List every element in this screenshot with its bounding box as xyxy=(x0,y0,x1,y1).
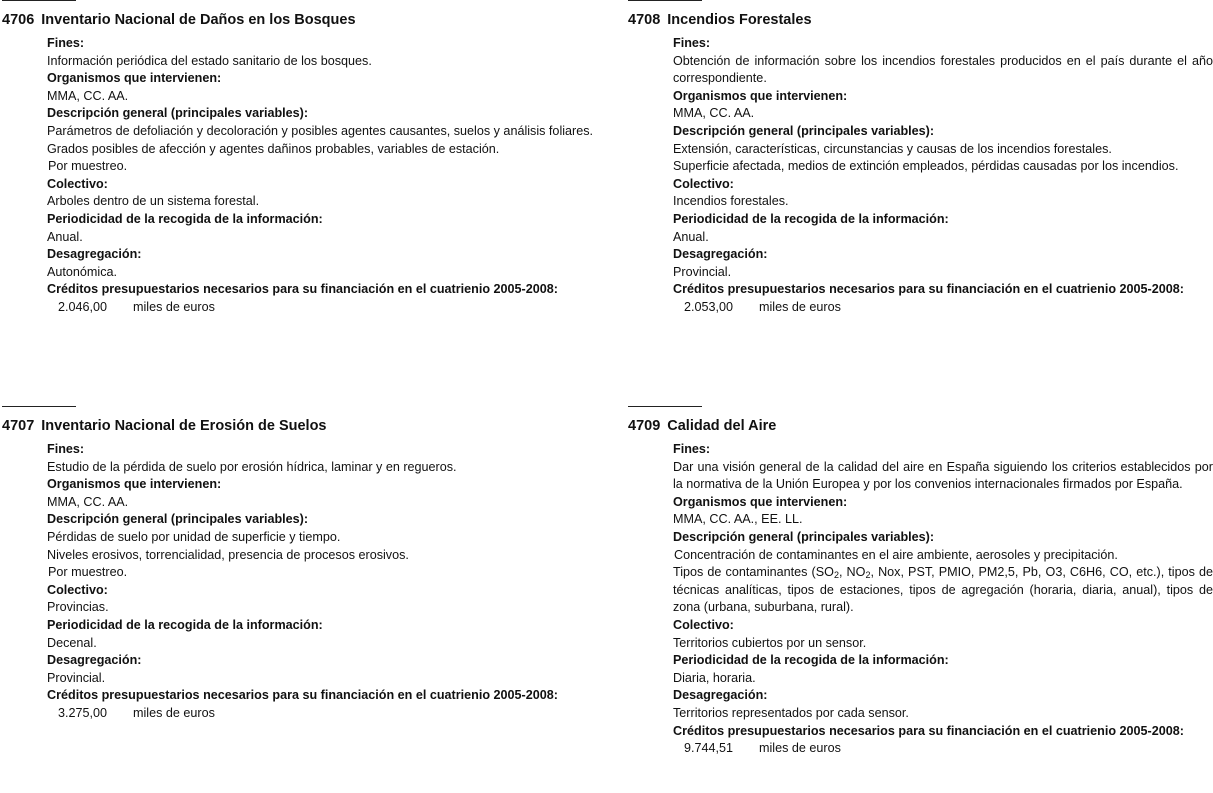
colectivo-label: Colectivo: xyxy=(47,176,108,191)
descripcion-label: Descripción general (principales variables): xyxy=(673,123,935,138)
subscript-2: 2 xyxy=(865,570,871,581)
descripcion-text: Superficie afectada, medios de extinción empleados, pérdidas causadas por los incendios. xyxy=(673,159,1179,174)
entry-title xyxy=(628,11,1213,35)
descripcion-text: Niveles erosivos, torrencialidad, presencia de procesos erosivos. xyxy=(47,547,409,562)
entry-title xyxy=(628,417,1213,441)
entry-code: 4708 xyxy=(628,12,661,28)
fines-label: Fines: xyxy=(47,442,85,456)
organismos-label: Organismos que intervienen: xyxy=(47,477,222,492)
entry-title-text: Inventario Nacional de Erosión de Suelos xyxy=(41,418,327,434)
desagregacion-label: Desagregación: xyxy=(673,688,768,703)
entry-title-text: Incendios Forestales xyxy=(667,12,812,28)
colectivo-text: Provincias. xyxy=(47,600,109,615)
section-divider xyxy=(2,406,76,407)
entry-title xyxy=(2,11,600,35)
creditos-label: Créditos presupuestarios necesarios para su financiación en el cuatrienio 2005-2008: xyxy=(673,282,1184,297)
entry-code: 4706 xyxy=(2,12,35,28)
organismos-text: MMA, CC. AA. xyxy=(673,106,755,121)
entry-title-text: Inventario Nacional de Daños en los Bosques xyxy=(41,12,356,28)
periodicidad-text: Diaria, horaria. xyxy=(673,670,756,685)
credit-amount-value: 3.275,00 xyxy=(58,705,108,720)
organismos-label: Organismos que intervienen: xyxy=(673,494,848,509)
organismos-text: MMA, CC. AA. xyxy=(47,88,129,103)
desagregacion-text: Territorios representados por cada sensor. xyxy=(673,705,909,720)
descripcion-label: Descripción general (principales variables): xyxy=(673,529,935,544)
descripcion-text: Por muestreo. xyxy=(48,565,128,580)
periodicidad-label: Periodicidad de la recogida de la información: xyxy=(47,617,323,632)
credit-amount xyxy=(47,705,600,723)
colectivo-label: Colectivo: xyxy=(673,617,734,632)
desagregacion-text: Autonómica. xyxy=(47,264,118,279)
descripcion-text-part: , Nox, PST, PMIO, PM2,5, Pb, O3, C6H6, CO, etc.), tipos de técnicas analíticas, tipos de estaciones, tipos de agregación (horaria, diaria, anual), tipos de zona (urbana, suburbana, rural). xyxy=(673,565,1213,615)
credit-amount xyxy=(47,299,600,317)
desagregacion-label: Desagregación: xyxy=(47,247,142,262)
credit-amount-unit: miles de euros xyxy=(133,299,215,314)
credit-amount-value: 9.744,51 xyxy=(684,741,734,756)
fines-label: Fines: xyxy=(47,36,85,50)
colectivo-text: Incendios forestales. xyxy=(673,194,789,209)
colectivo-label: Colectivo: xyxy=(673,176,734,191)
descripcion-text: Pérdidas de suelo por unidad de superficie y tiempo. xyxy=(47,529,341,544)
periodicidad-text: Decenal. xyxy=(47,635,97,650)
entry-4709 xyxy=(626,406,1213,758)
section-divider xyxy=(628,0,702,1)
periodicidad-label: Periodicidad de la recogida de la información: xyxy=(673,653,949,668)
section-divider xyxy=(628,406,702,407)
descripcion-text: Por muestreo. xyxy=(48,159,128,174)
entry-4707 xyxy=(0,406,600,723)
descripcion-text-part: , NO xyxy=(838,565,866,580)
desagregacion-label: Desagregación: xyxy=(47,653,142,668)
fines-text: Información periódica del estado sanitario de los bosques. xyxy=(47,53,372,68)
periodicidad-label: Periodicidad de la recogida de la información: xyxy=(47,211,323,226)
entry-4706 xyxy=(0,0,600,317)
colectivo-label: Colectivo: xyxy=(47,582,108,597)
periodicidad-text: Anual. xyxy=(47,229,83,244)
entry-body xyxy=(673,441,1213,758)
fines-text: Dar una visión general de la calidad del aire en España siguiendo los criterios establecidos por la normativa de la Unión Europea y por los convenios internacionales firmados por España. xyxy=(673,459,1213,492)
organismos-text: MMA, CC. AA., EE. LL. xyxy=(673,512,803,527)
creditos-label: Créditos presupuestarios necesarios para su financiación en el cuatrienio 2005-2008: xyxy=(673,723,1184,738)
credit-amount xyxy=(673,299,1213,317)
periodicidad-label: Periodicidad de la recogida de la información: xyxy=(673,211,949,226)
descripcion-text: Parámetros de defoliación y decoloración y posibles agentes causantes, suelos y análisis foliares. xyxy=(47,123,594,138)
fines-label: Fines: xyxy=(673,36,711,50)
entry-code: 4707 xyxy=(2,418,35,434)
entry-code: 4709 xyxy=(628,418,661,434)
organismos-label: Organismos que intervienen: xyxy=(673,88,848,103)
credit-amount-value: 2.046,00 xyxy=(58,299,108,314)
entry-body xyxy=(673,35,1213,317)
creditos-label: Créditos presupuestarios necesarios para su financiación en el cuatrienio 2005-2008: xyxy=(47,282,558,297)
desagregacion-label: Desagregación: xyxy=(673,247,768,262)
credit-amount-unit: miles de euros xyxy=(759,299,841,314)
descripcion-label: Descripción general (principales variables): xyxy=(47,106,309,121)
section-divider xyxy=(2,0,76,1)
colectivo-text: Arboles dentro de un sistema forestal. xyxy=(47,194,260,209)
credit-amount-value: 2.053,00 xyxy=(684,299,734,314)
fines-text: Estudio de la pérdida de suelo por erosión hídrica, laminar y en regueros. xyxy=(47,459,457,474)
fines-label: Fines: xyxy=(673,442,711,456)
credit-amount-unit: miles de euros xyxy=(759,741,841,756)
credit-amount-unit: miles de euros xyxy=(133,705,215,720)
credit-amount xyxy=(673,740,1213,758)
descripcion-text: Concentración de contaminantes en el aire ambiente, aerosoles y precipitación. xyxy=(674,547,1118,562)
organismos-text: MMA, CC. AA. xyxy=(47,494,129,509)
descripcion-text xyxy=(673,564,1213,617)
entry-4708 xyxy=(626,0,1213,317)
organismos-label: Organismos que intervienen: xyxy=(47,71,222,86)
subscript-2: 2 xyxy=(833,570,839,581)
entry-body xyxy=(47,35,600,317)
periodicidad-text: Anual. xyxy=(673,229,709,244)
colectivo-text: Territorios cubiertos por un sensor. xyxy=(673,635,867,650)
descripcion-label: Descripción general (principales variables): xyxy=(47,512,309,527)
desagregacion-text: Provincial. xyxy=(673,264,732,279)
desagregacion-text: Provincial. xyxy=(47,670,106,685)
descripcion-text-part: Tipos de contaminantes (SO xyxy=(673,565,834,580)
entry-title xyxy=(2,417,600,441)
fines-text: Obtención de información sobre los incendios forestales producidos en el país durante el año correspondiente. xyxy=(673,53,1213,86)
descripcion-text: Grados posibles de afección y agentes dañinos probables, variables de estación. xyxy=(47,141,500,156)
creditos-label: Créditos presupuestarios necesarios para su financiación en el cuatrienio 2005-2008: xyxy=(47,688,558,703)
descripcion-text: Extensión, características, circunstancias y causas de los incendios forestales. xyxy=(673,141,1112,156)
entry-body xyxy=(47,441,600,723)
entry-title-text: Calidad del Aire xyxy=(667,418,777,434)
